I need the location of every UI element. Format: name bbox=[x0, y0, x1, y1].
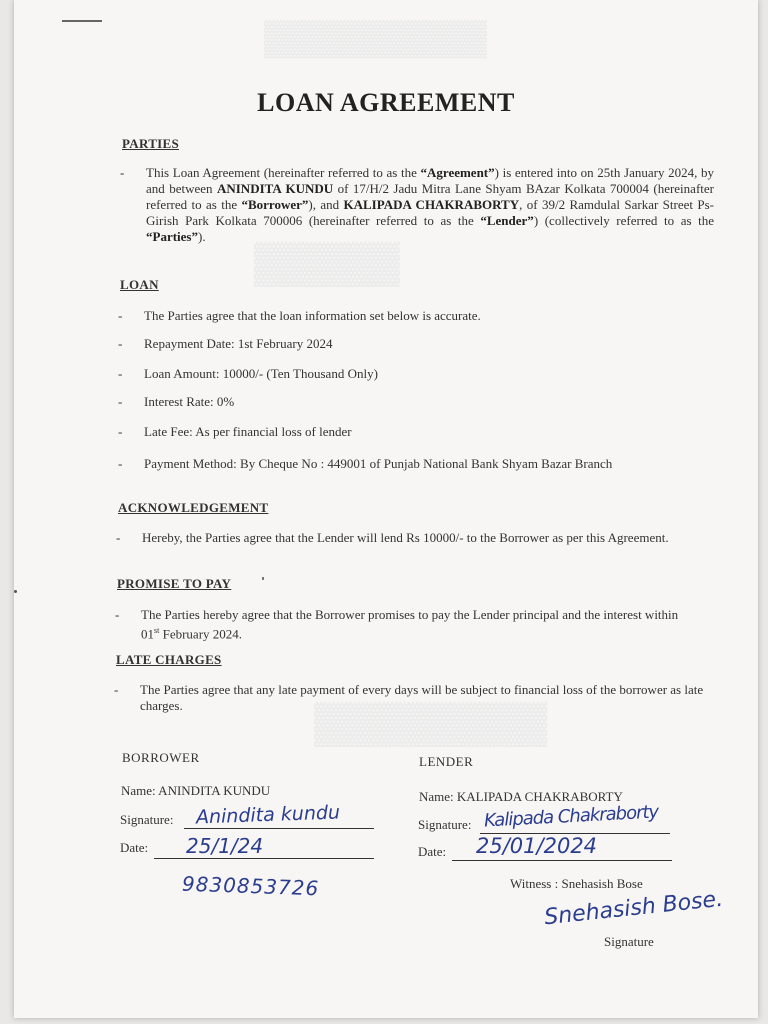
list-item: - Loan Amount: 10000/- (Ten Thousand Only) bbox=[118, 366, 378, 381]
witness-label: Witness : Snehasish Bose bbox=[510, 876, 643, 891]
page-speck bbox=[262, 577, 264, 580]
lender-name: KALIPADA CHAKRABORTY bbox=[343, 197, 520, 212]
lender-date-label: Date: bbox=[418, 844, 447, 859]
borrower-name-line: Name: ANINDITA KUNDU bbox=[121, 783, 271, 798]
lender-signature: Kalipada Chakraborty bbox=[483, 801, 659, 832]
watermark: ▓▓▓▓▓▓▓▓▓ bbox=[264, 18, 488, 56]
borrower-role: BORROWER bbox=[122, 750, 200, 765]
borrower-phone: 9830853726 bbox=[181, 871, 320, 901]
list-item: - The Parties agree that the loan information set below is accurate. bbox=[118, 308, 481, 323]
document-title: LOAN AGREEMENT bbox=[257, 88, 515, 117]
list-item: - Payment Method: By Cheque No : 449001 of Punjab National Bank Shyam Bazar Branch bbox=[118, 456, 613, 471]
loan-heading: LOAN bbox=[120, 277, 159, 292]
parties-heading: PARTIES bbox=[122, 136, 180, 151]
lender-name-line: Name: KALIPADA CHAKRABORTY bbox=[419, 789, 623, 804]
parties-term: “Parties” bbox=[146, 229, 198, 244]
acknowledgement-text: - Hereby, the Parties agree that the Lender will lend Rs 10000/- to the Borrower as per this Agreement. bbox=[116, 530, 669, 545]
borrower-signature: Anindita kundu bbox=[195, 801, 341, 829]
top-dash-mark bbox=[62, 20, 102, 22]
list-item: - Repayment Date: 1st February 2024 bbox=[118, 336, 333, 351]
lender-signature-label: Signature: bbox=[418, 817, 472, 832]
witness-signature-caption: Signature bbox=[604, 934, 654, 949]
list-item: - Late Fee: As per financial loss of lender bbox=[118, 424, 352, 439]
lender-term: “Lender” bbox=[480, 213, 534, 228]
late-charges-text: - The Parties agree that any late payment of every days will be subject to financial loss of the borrower as late charges. bbox=[114, 682, 704, 713]
borrower-date-label: Date: bbox=[120, 840, 149, 855]
acknowledgement-heading: ACKNOWLEDGEMENT bbox=[118, 500, 269, 515]
promise-text: - The Parties hereby agree that the Borrower promises to pay the Lender principal and the interest within 01st February 2024. bbox=[115, 607, 679, 642]
lender-date: 25/01/2024 bbox=[476, 834, 598, 858]
late-charges-heading: LATE CHARGES bbox=[116, 652, 222, 667]
watermark: ▓▓▓▓▓▓▓▓ bbox=[314, 700, 548, 744]
borrower-name: ANINDITA KUNDU bbox=[216, 181, 334, 196]
agreement-term: “Agreement” bbox=[420, 165, 495, 180]
lender-role: LENDER bbox=[419, 754, 474, 769]
document-page bbox=[14, 0, 758, 1018]
borrower-date: 25/1/24 bbox=[186, 834, 264, 858]
borrower-signature-label: Signature: bbox=[120, 812, 174, 827]
page-speck bbox=[14, 590, 17, 593]
borrower-term: “Borrower” bbox=[241, 197, 309, 212]
promise-heading: PROMISE TO PAY bbox=[117, 576, 232, 591]
parties-paragraph: - This Loan Agreement (hereinafter referred to as the “Agreement”) is entered into on 25th January 2024, by and between ANINDITA KUNDU of 17/H/2 Jadu Mitra Lane Shyam BAzar Kolkata 700004 (hereinafter referred to as the “Borrower”), and KALIPADA CHAKRABORTY, of 39/2 Ramdulal Sarkar Street Ps- Girish Park Kolkata 700006 (hereinafter referred to as the “Lender”) (collectively referred to as the “Parties”). bbox=[120, 165, 715, 244]
witness-signature: Snehasish Bose. bbox=[543, 886, 725, 931]
watermark: ▓▓▓▓▓ bbox=[254, 240, 400, 284]
bullet-dash: - bbox=[120, 165, 125, 180]
list-item: - Interest Rate: 0% bbox=[118, 394, 235, 409]
